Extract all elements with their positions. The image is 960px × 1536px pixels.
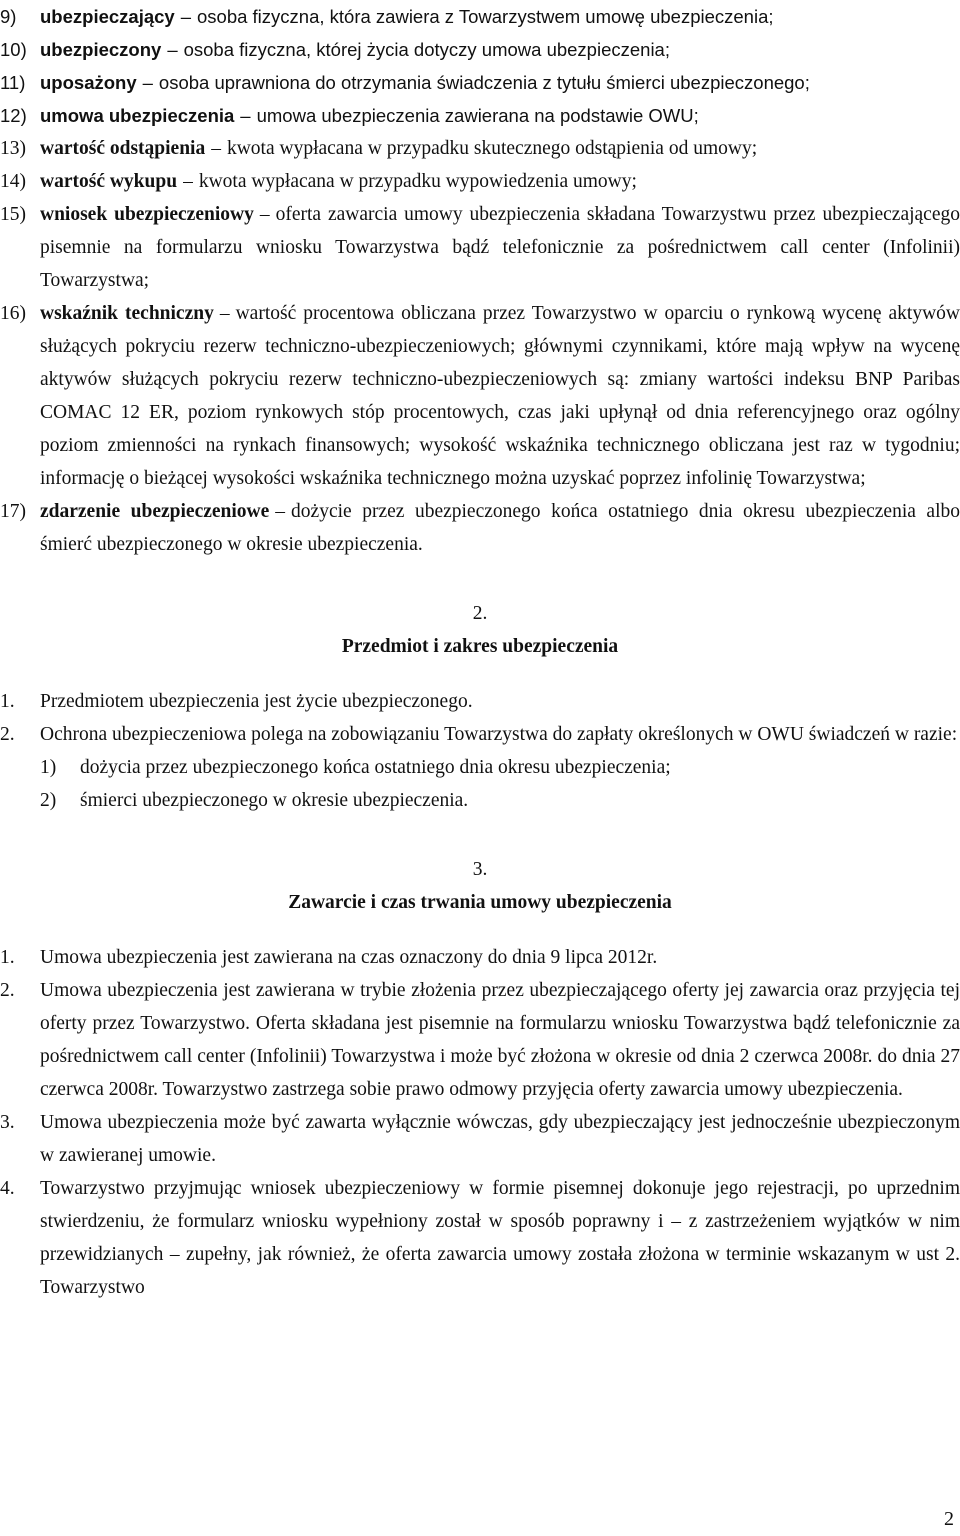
item-number: 14) xyxy=(0,171,26,192)
definition-item: 12) umowa ubezpieczenia – umowa ubezpieczenia zawierana na podstawie OWU; xyxy=(0,99,960,132)
definition-term: ubezpieczony xyxy=(40,39,162,60)
item-number: 1. xyxy=(0,691,15,712)
definition-item: 10) ubezpieczony – osoba fizyczna, której życia dotyczy umowa ubezpieczenia; xyxy=(0,33,960,66)
definition-item: 14) wartość wykupu – kwota wypłacana w przypadku wypowiedzenia umowy; xyxy=(0,165,960,198)
section-number: 3. xyxy=(472,859,488,880)
item-number: 9) xyxy=(0,6,17,27)
definition-item: 15) wniosek ubezpieczeniowy – oferta zawarcia umowy ubezpieczenia składana Towarzystwu przez ubezpieczającego pisemnie na formularzu wniosku Towarzystwa bądź telefonicznie za pośrednictwem call center (Infolinii) Towarzystwa; xyxy=(0,198,960,297)
item-number: 1) xyxy=(40,757,57,778)
definition-text: osoba uprawniona do otrzymania świadczenia z tytułu śmierci ubezpieczonego; xyxy=(158,72,810,93)
item-number: 11) xyxy=(0,72,26,93)
definition-item: 9) ubezpieczający – osoba fizyczna, która zawiera z Towarzystwem umowę ubezpieczenia; xyxy=(0,0,960,33)
definition-text: kwota wypłacana w przypadku skutecznego odstąpienia od umowy; xyxy=(226,138,758,159)
list-item xyxy=(0,718,960,751)
page-number: 2 xyxy=(944,1508,954,1530)
list-item xyxy=(0,1172,960,1304)
definition-item: 16) wskaźnik techniczny – wartość procentowa obliczana przez Towarzystwo w oparciu o rynkową wycenę aktywów służących pokryciu rezerw techniczno-ubezpieczeniowych; głównymi czynnikami, które mają wpływ na wycenę aktywów służących pokryciu rezerw techniczno-ubezpieczeniowych są: zmiany wartości indeksu BNP Paribas COMAC 12 ER, poziom rynkowych stóp procentowych, czas jaki upłynął od dnia referencyjnego oraz ogólny poziom zmienności na rynkach finansowych; wysokość wskaźnika technicznego obliczana jest raz w tygodniu; informację o bieżącej wysokości wskaźnika technicznego można uzyskać poprzez infolinię Towarzystwa; xyxy=(0,297,960,495)
list-item xyxy=(0,1106,960,1172)
definition-term: wartość odstąpienia xyxy=(40,138,206,159)
item-number: 13) xyxy=(0,138,26,159)
item-number: 15) xyxy=(0,204,26,225)
definition-term: zdarzenie ubezpieczeniowe xyxy=(40,501,270,522)
list-item xyxy=(0,685,960,718)
sub-list xyxy=(0,751,960,817)
section-title: Przedmiot i zakres ubezpieczenia xyxy=(341,636,619,657)
section-2-list xyxy=(0,685,960,817)
definition-term: uposażony xyxy=(40,72,137,93)
list-item-text: Umowa ubezpieczenia jest zawierana na czas oznaczony do dnia 9 lipca 2012r. xyxy=(40,947,658,968)
definition-text: oferta zawarcia umowy ubezpieczenia składana Towarzystwu przez ubezpieczającego pisemnie na formularzu wniosku Towarzystwa bądź telefonicznie za pośrednictwem call center (Infolinii) Towarzystwa; xyxy=(40,204,960,291)
definition-text: umowa ubezpieczenia zawierana na podstawie OWU; xyxy=(256,105,699,126)
item-number: 16) xyxy=(0,303,26,324)
section-number: 2. xyxy=(472,603,488,624)
definition-text: wartość procentowa obliczana przez Towarzystwo w oparciu o rynkową wycenę aktywów służących pokryciu rezerw techniczno-ubezpieczeniowych; głównymi czynnikami, które mają wpływ na wycenę aktywów służących pokryciu rezerw techniczno-ubezpieczeniowych są: zmiany wartości indeksu BNP Paribas COMAC 12 ER, poziom rynkowych stóp procentowych, czas jaki upłynął od dnia referencyjnego oraz ogólny poziom zmienności na rynkach finansowych; wysokość wskaźnika technicznego obliczana jest raz w tygodniu; informację o bieżącej wysokości wskaźnika technicznego można uzyskać poprzez infolinię Towarzystwa; xyxy=(40,303,960,489)
section-3-list xyxy=(0,941,960,1304)
definition-text: osoba fizyczna, która zawiera z Towarzystwem umowę ubezpieczenia; xyxy=(197,6,774,27)
definition-term: wartość wykupu xyxy=(40,171,178,192)
item-number: 10) xyxy=(0,39,27,60)
item-number: 3. xyxy=(0,1112,15,1133)
list-item xyxy=(0,974,960,1106)
sub-list-item xyxy=(40,784,960,817)
item-number: 2) xyxy=(40,790,57,811)
list-item-text: Ochrona ubezpieczeniowa polega na zobowiązaniu Towarzystwa do zapłaty określonych w OWU świadczeń w razie: xyxy=(40,724,958,745)
definition-text: dożycie przez ubezpieczonego końca ostatniego dnia okresu ubezpieczenia albo śmierć ubezpieczonego w okresie ubezpieczenia. xyxy=(40,501,960,555)
definition-item: 13) wartość odstąpienia – kwota wypłacana w przypadku skutecznego odstąpienia od umowy; xyxy=(0,132,960,165)
item-number: 17) xyxy=(0,501,26,522)
item-number: 12) xyxy=(0,105,27,126)
list-item-text: dożycia przez ubezpieczonego końca ostatniego dnia okresu ubezpieczenia; xyxy=(80,757,671,778)
list-item-text: śmierci ubezpieczonego w okresie ubezpieczenia. xyxy=(80,790,469,811)
item-number: 4. xyxy=(0,1178,15,1199)
item-number: 2. xyxy=(0,980,15,1001)
definition-text: kwota wypłacana w przypadku wypowiedzenia umowy; xyxy=(198,171,637,192)
sub-list-item xyxy=(40,751,960,784)
definition-term: ubezpieczający xyxy=(40,6,175,27)
definition-term: wniosek ubezpieczeniowy xyxy=(40,204,254,225)
definition-item: 11) uposażony – osoba uprawniona do otrzymania świadczenia z tytułu śmierci ubezpieczonego; xyxy=(0,66,960,99)
item-number: 2. xyxy=(0,724,15,745)
definition-text: osoba fizyczna, której życia dotyczy umowa ubezpieczenia; xyxy=(183,39,670,60)
list-item-text: Umowa ubezpieczenia może być zawarta wyłącznie wówczas, gdy ubezpieczający jest jednocześnie ubezpieczonym w zawieranej umowie. xyxy=(40,1112,960,1166)
section-title: Zawarcie i czas trwania umowy ubezpieczenia xyxy=(288,892,672,913)
list-item-text: Przedmiotem ubezpieczenia jest życie ubezpieczonego. xyxy=(40,691,473,712)
list-item-text: Towarzystwo przyjmując wniosek ubezpieczeniowy w formie pisemnej dokonuje jego rejestracji, po uprzednim stwierdzeniu, że formularz wniosku wypełniony został w sposób poprawny i – z zastrzeżeniem wyjątków w nim przewidzianych – zupełny, jak również, że oferta zawarcia umowy została złożona w terminie wskazanym w ust 2. Towarzystwo xyxy=(40,1178,960,1298)
definition-term: wskaźnik techniczny xyxy=(40,303,214,324)
list-item xyxy=(0,941,960,974)
definition-term: umowa ubezpieczenia xyxy=(40,105,235,126)
item-number: 1. xyxy=(0,947,15,968)
definitions-list xyxy=(0,0,960,561)
definition-item: 17) zdarzenie ubezpieczeniowe – dożycie przez ubezpieczonego końca ostatniego dnia okresu ubezpieczenia albo śmierć ubezpieczonego w okresie ubezpieczenia. xyxy=(0,495,960,561)
list-item-text: Umowa ubezpieczenia jest zawierana w trybie złożenia przez ubezpieczającego oferty jej zawarcia oraz przyjęcia tej oferty przez Towarzystwo. Oferta składana jest pisemnie na formularzu wniosku Towarzystwa bądź telefonicznie za pośrednictwem call center (Infolinii) Towarzystwa i może być złożona w okresie od dnia 2 czerwca 2008r. do dnia 27 czerwca 2008r. Towarzystwo zastrzega sobie prawo odmowy przyjęcia oferty zawarcia umowy ubezpieczenia. xyxy=(40,980,960,1100)
